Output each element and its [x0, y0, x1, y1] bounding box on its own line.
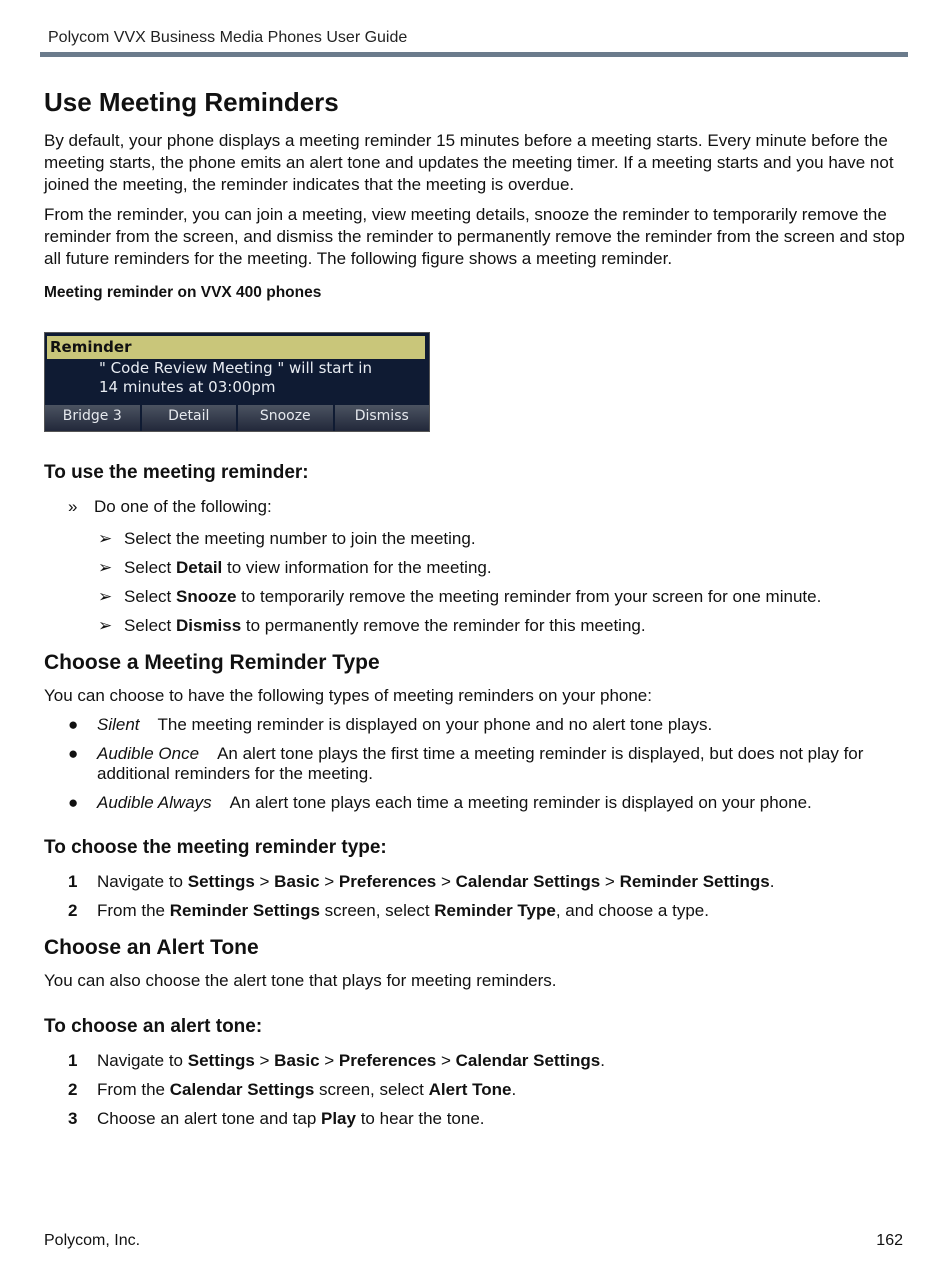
- page-header: Polycom VVX Business Media Phones User Guide: [48, 29, 408, 46]
- softkey-detail: Detail: [142, 405, 237, 431]
- list-item: ➢ Select Dismiss to permanently remove the reminder for this meeting.: [98, 616, 646, 635]
- step-item: 1 Navigate to Settings > Basic > Preferences > Calendar Settings > Reminder Settings.: [68, 872, 775, 891]
- bullet-icon: ●: [68, 715, 79, 734]
- reminder-type-intro: You can choose to have the following types of meeting reminders on your phone:: [44, 686, 652, 705]
- arrow-bullet-icon: ➢: [98, 558, 113, 577]
- list-item: ● Audible Once An alert tone plays the first time a meeting reminder is displayed, but does not play for additional reminders for the meeting.: [68, 744, 864, 783]
- reminder-options-list: [98, 528, 908, 637]
- phone-screenshot: [44, 332, 430, 432]
- phone-reminder-message: [99, 359, 372, 397]
- procedure-intro: [68, 496, 908, 518]
- phone-reminder-title: Reminder: [47, 336, 425, 359]
- reminder-type-steps: [68, 871, 908, 922]
- softkey-snooze: Snooze: [238, 405, 333, 431]
- list-item: ● Audible Always An alert tone plays each time a meeting reminder is displayed on your phone.: [68, 793, 812, 812]
- footer-company: Polycom, Inc.: [44, 1232, 141, 1249]
- intro-paragraph-1: By default, your phone displays a meeting reminder 15 minutes before a meeting starts. Every minute before the meeting starts, the phone emits an alert tone and updates the meeting timer. If a meeting starts and you have not joined the meeting, the reminder indicates that the meeting is overdue.: [44, 131, 894, 194]
- arrow-bullet-icon: ➢: [98, 529, 113, 548]
- phone-message-line-1: " Code Review Meeting " will start in: [99, 359, 372, 377]
- bullet-icon: ●: [68, 793, 79, 812]
- softkey-bridge: Bridge 3: [45, 405, 140, 431]
- procedure-intro-text: Do one of the following:: [94, 497, 272, 516]
- bullet-icon: ●: [68, 744, 79, 763]
- list-item: ● Silent The meeting reminder is displayed on your phone and no alert tone plays.: [68, 715, 713, 734]
- softkey-dismiss: Dismiss: [335, 405, 430, 431]
- reminder-type-term: Audible Once: [97, 744, 200, 763]
- arrow-bullet-icon: ➢: [98, 587, 113, 606]
- phone-message-line-2: 14 minutes at 03:00pm: [99, 378, 276, 396]
- procedure-title-use-reminder: To use the meeting reminder:: [44, 462, 309, 483]
- reminder-type-term: Audible Always: [97, 793, 212, 812]
- footer-page-number: 162: [876, 1232, 903, 1249]
- figure-caption: Meeting reminder on VVX 400 phones: [44, 284, 322, 301]
- step-item: 2 From the Calendar Settings screen, select Alert Tone.: [68, 1080, 517, 1099]
- arrow-bullet-icon: ➢: [98, 616, 113, 635]
- phone-softkeys: [45, 405, 429, 431]
- reminder-type-term: Silent: [97, 715, 140, 734]
- section-title-reminder-type: Choose a Meeting Reminder Type: [44, 651, 380, 674]
- section-title-alert-tone: Choose an Alert Tone: [44, 936, 259, 959]
- header-rule: [40, 52, 908, 57]
- step-item: 1 Navigate to Settings > Basic > Preferences > Calendar Settings.: [68, 1051, 605, 1070]
- procedure-title-alert-tone: To choose an alert tone:: [44, 1016, 263, 1037]
- list-item: ➢ Select Snooze to temporarily remove the meeting reminder from your screen for one minute.: [98, 587, 822, 606]
- list-item: ➢ Select Detail to view information for the meeting.: [98, 558, 492, 577]
- page-content: [44, 86, 908, 1144]
- alert-tone-steps: [68, 1050, 908, 1130]
- step-item: 2 From the Reminder Settings screen, select Reminder Type, and choose a type.: [68, 901, 709, 920]
- alert-tone-intro: You can also choose the alert tone that plays for meeting reminders.: [44, 971, 557, 990]
- list-item: ➢ Select the meeting number to join the meeting.: [98, 529, 476, 548]
- procedure-title-reminder-type: To choose the meeting reminder type:: [44, 837, 387, 858]
- section-title-use-meeting-reminders: Use Meeting Reminders: [44, 87, 339, 117]
- reminder-types-list: [68, 715, 908, 813]
- intro-paragraph-2: From the reminder, you can join a meeting, view meeting details, snooze the reminder to temporarily remove the reminder from the screen, and dismiss the reminder to permanently remove the reminder from the screen and stop all future reminders for the meeting. The following figure shows a meeting reminder.: [44, 205, 905, 268]
- guillemet-marker: »: [68, 497, 78, 516]
- step-item: 3 Choose an alert tone and tap Play to hear the tone.: [68, 1109, 485, 1128]
